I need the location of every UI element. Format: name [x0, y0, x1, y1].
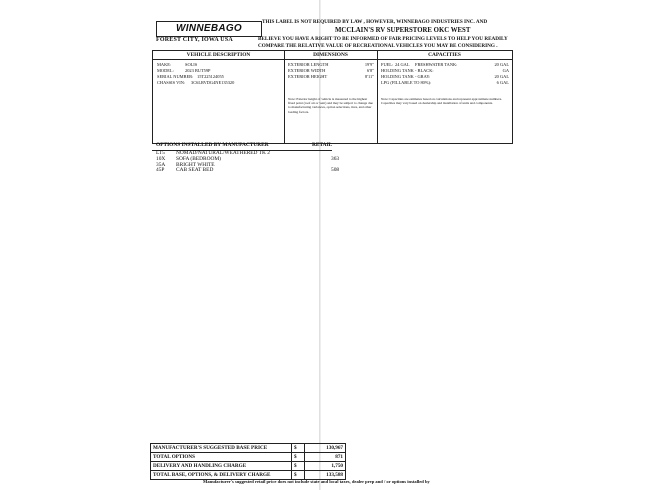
exterior-height-row: EXTERIOR HEIGHT 8'11": [288, 74, 374, 79]
vehicle-description-title: VEHICLE DESCRIPTION: [153, 51, 284, 60]
retail-label: RETAIL: [312, 142, 333, 148]
vehicle-make-row: MAKE: SOLIS: [157, 62, 198, 67]
vehicle-description-panel: [153, 51, 285, 143]
winnebago-logo: WINNEBAGO: [156, 21, 262, 37]
vehicle-vin-row: CHASSIS VIN: 3C6LRVDG4NE135320: [157, 80, 235, 85]
capacities-note: Note: Capacities are estimates based on calculations and represent approximate numbers. Capacities may vary based on dealership and installation of units and components.: [381, 97, 502, 106]
option-item: LT5 NOMAD/NATURAL/WEATHERED TK 2: [156, 150, 270, 156]
fuel-freshwater-row: FUEL: 24 GAL FRESHWATER TANK: 20 GAL: [381, 62, 509, 67]
option-item: 35A BRIGHT WHITE: [156, 161, 215, 168]
option-item: 10X SOFA (BEDROOM) 363: [156, 155, 340, 162]
totals-table: [150, 443, 346, 480]
spec-block: [152, 50, 513, 144]
lpg-row: LPG (FILLABLE TO 80%): 6 GAL: [381, 80, 509, 85]
options-list: [156, 151, 346, 174]
dimensions-note: Note: Exterior height of vehicle is measured to the highest fixed point (roof air or vent) and may be subject to change due to manufacturing variances, option selections, tires, and other loading factors.: [288, 97, 373, 114]
exterior-length-row: EXTERIOR LENGTH 19'9": [288, 62, 374, 67]
option-item: 45P CAB SEAT BED 508: [156, 167, 340, 174]
totals-row-base: MANUFACTURER'S SUGGESTED BASE PRICE $ 130,967: [151, 444, 346, 453]
options-title: OPTIONS INSTALLED BY MANUFACTURER: [156, 142, 269, 148]
header-line-3: BELIEVE YOU HAVE A RIGHT TO BE INFORMED OF FAIR PRICING LEVELS TO HELP YOU READILY: [258, 36, 508, 42]
footer-disclaimer: Manufacturer's suggested retail price does not include state and local taxes, dealer prep and / or options installed by: [203, 479, 430, 484]
totals-row-options: TOTAL OPTIONS $ 871: [151, 453, 346, 462]
vehicle-model-row: MODEL: 2023 BUT59P: [157, 68, 211, 73]
vehicle-serial-row: SERIAL NUMBER: 15T225124055: [157, 74, 224, 79]
holding-gray-row: HOLDING TANK - GRAY: 20 GAL: [381, 74, 509, 79]
header-line-4: COMPARE THE RELATIVE VALUE OF RECREATIONAL VEHICLES YOU MAY BE CONSIDERING .: [258, 43, 498, 49]
exterior-width-row: EXTERIOR WIDTH 6'8": [288, 68, 374, 73]
header-line-1: THIS LABEL IS NOT REQUIRED BY LAW , HOWEVER, WINNEBAGO INDUSTRIES INC. AND: [262, 19, 488, 25]
capacities-title: CAPACITIES: [377, 51, 512, 60]
brand-location: FOREST CITY, IOWA USA: [156, 37, 233, 43]
holding-black-row: HOLDING TANK - BLACK: GA: [381, 68, 509, 73]
capacities-panel: [377, 51, 512, 143]
totals-row-grand-total: TOTAL BASE, OPTIONS, & DELIVERY CHARGE $ 133,588: [151, 471, 346, 480]
dimensions-panel: [284, 51, 378, 143]
totals-row-delivery: DELIVERY AND HANDLING CHARGE $ 1,750: [151, 462, 346, 471]
dimensions-title: DIMENSIONS: [284, 51, 377, 60]
dealer-name: MCCLAIN'S RV SUPERSTORE OKC WEST: [335, 27, 471, 34]
